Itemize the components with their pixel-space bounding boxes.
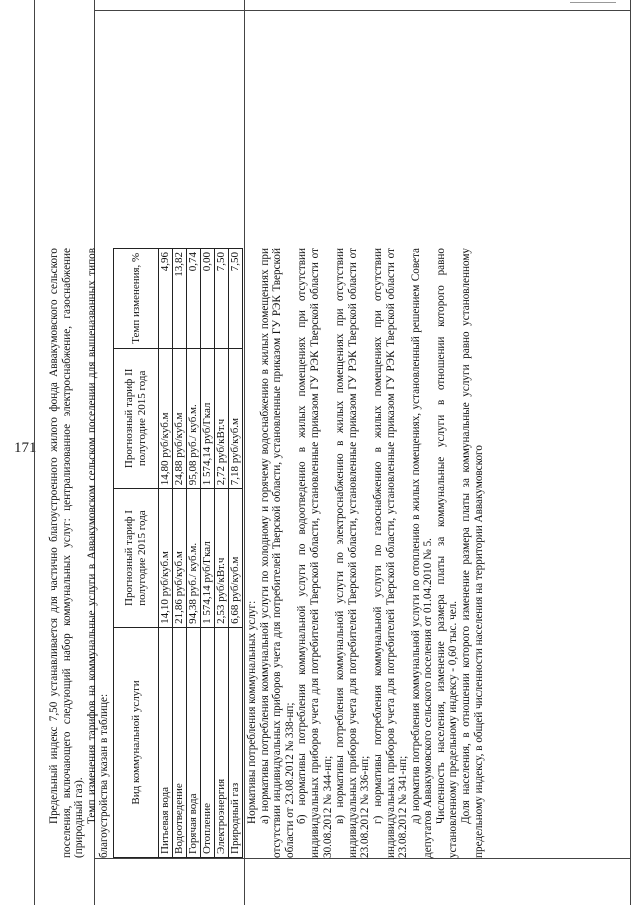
share-paragraph: Доля населения, в отношении которого изменение размера платы за коммунальные услуги равно установленному предельному индексу, в общей численности населения на территории Аввакумовского — [460, 248, 485, 858]
column-header: Прогнозный тариф I полугодие 2015 года — [113, 489, 158, 628]
table-cell: 2,72 руб/кВт.ч — [214, 348, 228, 489]
table-cell: 7,18 руб/куб.м — [228, 348, 242, 489]
table-cell: 94,38 руб./ куб.м. — [186, 489, 200, 628]
table-cell: Отопление — [200, 627, 214, 857]
table-cell: 1 574,14 руб/Гкал — [200, 489, 214, 628]
norm-item-c: в) нормативы потребления коммунальной услуги по электроснабжению в жилых помещениях при отсутствии индивидуальных приборов учета для потребителей Тверской области, установленные приказом ГУ РЭК Тверской области от 23.08.2012 № 336-нп; — [334, 248, 372, 858]
table-cell: 0,00 — [200, 249, 214, 349]
tariff-table — [113, 248, 243, 858]
table-row — [158, 249, 172, 858]
column-header: Прогнозный тариф II полугодие 2015 года — [113, 348, 158, 489]
frame-line — [34, 0, 35, 905]
table-cell: Природный газ — [228, 627, 242, 857]
page-number: 171 — [14, 440, 37, 456]
table-cell: 14,80 руб/куб.м — [158, 348, 172, 489]
table-cell: 14,10 руб/куб.м — [158, 489, 172, 628]
document-body — [48, 248, 593, 858]
column-header: Вид коммунальной услуги — [113, 627, 158, 857]
table-cell: 95,08 руб./ куб.м. — [186, 348, 200, 489]
norms-heading: Нормативы потребления коммунальных услуг: — [245, 600, 258, 824]
norm-item-e: д) норматив потребления коммунальной услуги по отоплению в жилых помещениях, установленный решением Совета депутатов Аввакумовского сельского поселения от 01.04.2010 № 5. — [409, 248, 435, 858]
norm-item-b: б) нормативы потребления коммунальной услуги по водоотведению в жилых помещениях при отсутствии индивидуальных приборов учета для потребителей Тверской области, установленные приказом ГУ РЭК Тверской области от 30.08.2012 № 344-нп; — [296, 248, 334, 858]
table-row — [186, 249, 200, 858]
table-cell: 2,53 руб/кВт.ч — [214, 489, 228, 628]
frame-line — [630, 0, 631, 905]
column-header: Темп изменения, % — [113, 249, 158, 349]
header-mark — [570, 2, 616, 3]
table-cell: 7,50 — [214, 249, 228, 349]
table-row — [172, 249, 186, 858]
table-cell: Горячая вода — [186, 627, 200, 857]
table-cell: 1 574,14 руб/Гкал — [200, 348, 214, 489]
norm-item-d: г) нормативы потребления коммунальной услуги по газоснабжению в жилых помещениях при отсутствии индивидуальных приборов учета для потребителей Тверской области, установленные приказом ГУ РЭК Тверской области от 23.08.2012 № 341-нп; — [371, 248, 410, 858]
tariff-paragraph: Темп изменения тарифов на коммунальные услуги в Аввакумовском сельском поселении для вышеназванных типов благоустройства указан в таблице: — [85, 248, 111, 858]
table-cell: 4,96 — [158, 249, 172, 349]
table-cell: 7,50 — [228, 249, 242, 349]
table-cell: 0,74 — [186, 249, 200, 349]
table-header-row — [113, 249, 158, 858]
population-paragraph: Численность населения, изменение размера платы за коммунальные услуги в отношении которого равно установленному предельному индексу - 0,60 тыс. чел. — [434, 248, 460, 858]
intro-paragraph: Предельный индекс 7,50 устанавливается для частично благоустроенного жилого фонда Аввакумовского сельского поселения, включающего следующий набор коммунальных услуг: централизованное электроснабжение, газоснабжение (природный газ). — [48, 248, 86, 858]
table-row — [228, 249, 242, 858]
frame-line — [94, 10, 630, 11]
norm-item-a: а) нормативы потребления коммунальной услуги по холодному и горячему водоснабжению в жилых помещениях при отсутствии индивидуальных приборов учета для потребителей Тверской области, установленные приказом ГУ РЭК Тверской области от 23.08.2012 № 338-нп; — [258, 248, 296, 858]
table-cell: 6,68 руб/куб.м — [228, 489, 242, 628]
table-cell: Питьевая вода — [158, 627, 172, 857]
table-cell: 24,88 руб/куб.м — [172, 348, 186, 489]
frame-line — [94, 858, 630, 859]
table-cell: Водоотведение — [172, 627, 186, 857]
table-row — [200, 249, 214, 858]
table-cell: Электроэнергия — [214, 627, 228, 857]
table-cell: 13,82 — [172, 249, 186, 349]
table-cell: 21,86 руб/куб.м — [172, 489, 186, 628]
table-row — [214, 249, 228, 858]
